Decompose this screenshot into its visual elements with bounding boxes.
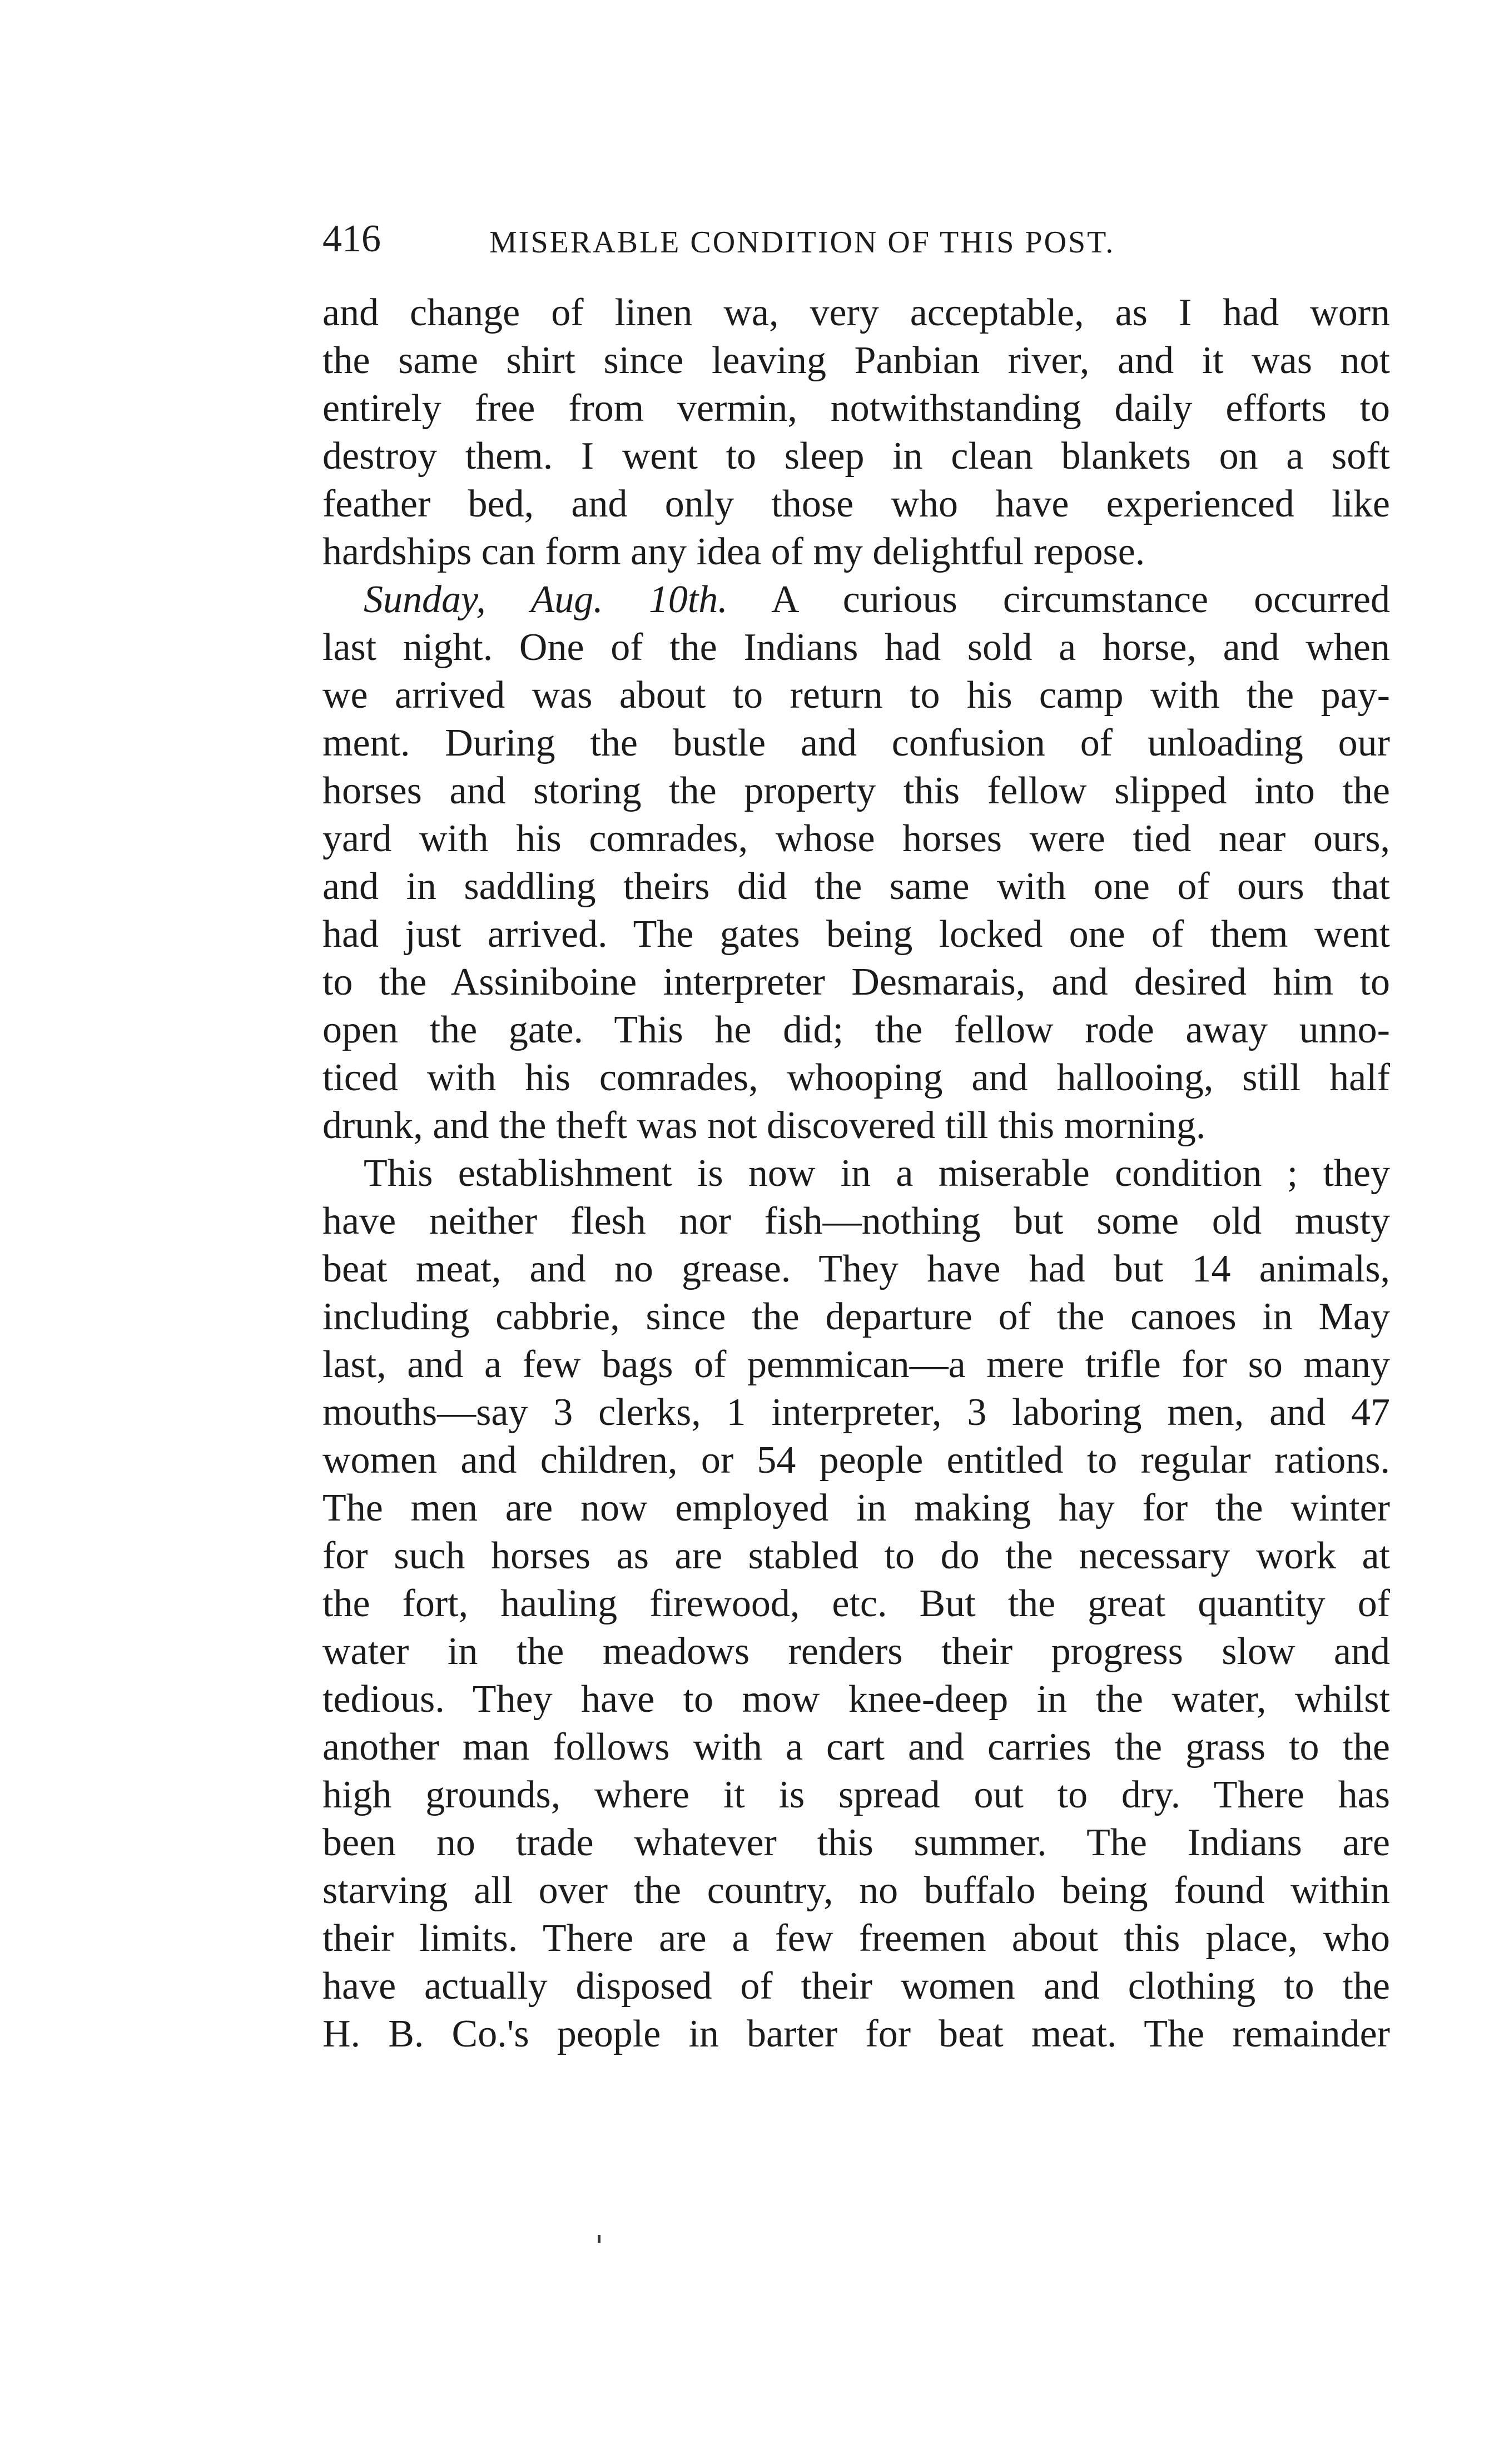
- text-line: H. B. Co.'s people in barter for beat meat. The remainder: [322, 2013, 1390, 2055]
- text-line: destroy them. I went to sleep in clean blankets on a soft: [322, 435, 1390, 478]
- text-line: another man follows with a cart and carries the grass to the: [322, 1726, 1390, 1768]
- text-line: been no trade whatever this summer. The Indians are: [322, 1821, 1390, 1864]
- text-line: feather bed, and only those who have experienced like: [322, 483, 1390, 525]
- text-line: water in the meadows renders their progress slow and: [322, 1630, 1390, 1673]
- text-line: high grounds, where it is spread out to dry. There has: [322, 1774, 1390, 1816]
- page-number: 416: [322, 217, 381, 260]
- text-line: the same shirt since leaving Panbian river, and it was not: [322, 339, 1390, 382]
- text-line: horses and storing the property this fellow slipped into the: [322, 769, 1390, 812]
- text-line: mouths—say 3 clerks, 1 interpreter, 3 laboring men, and 47: [322, 1391, 1390, 1434]
- date-heading: Sunday, Aug. 10th.: [364, 578, 728, 621]
- text-line: This establishment is now in a miserable condition ; they: [364, 1152, 1390, 1195]
- text-line: and change of linen wa, very acceptable, as I had worn: [322, 291, 1390, 334]
- text-line: the fort, hauling firewood, etc. But the great quantity of: [322, 1582, 1390, 1625]
- text-line: tedious. They have to mow knee-deep in the water, whilst: [322, 1678, 1390, 1721]
- text-line: drunk, and the theft was not discovered till this morning.: [322, 1104, 1206, 1147]
- text-line: The men are now employed in making hay for the winter: [322, 1487, 1390, 1529]
- text-line: hardships can form any idea of my delightful repose.: [322, 530, 1145, 573]
- text-line: ment. During the bustle and confusion of unloading our: [322, 722, 1390, 764]
- body-text: [322, 289, 1390, 2058]
- text-line: had just arrived. The gates being locked one of them went: [322, 913, 1390, 956]
- page-header: [322, 214, 1390, 264]
- running-head: MISERABLE CONDITION OF THIS POST.: [489, 225, 1115, 260]
- text-line: last, and a few bags of pemmican—a mere trifle for so many: [322, 1343, 1390, 1386]
- text-line: their limits. There are a few freemen about this place, who: [322, 1917, 1390, 1960]
- text-line: have actually disposed of their women and clothing to the: [322, 1965, 1390, 2008]
- text-line: we arrived was about to return to his camp with the pay-: [322, 674, 1390, 717]
- text-line: to the Assiniboine interpreter Desmarais, and desired him to: [322, 961, 1390, 1004]
- print-speck: [598, 2235, 600, 2243]
- text-line: have neither flesh nor fish—nothing but some old musty: [322, 1200, 1390, 1243]
- text-line-rest: A curious circumstance occurred: [771, 578, 1390, 621]
- text-line-dated: [322, 576, 1390, 624]
- text-line: open the gate. This he did; the fellow rode away unno-: [322, 1009, 1390, 1051]
- text-line: beat meat, and no grease. They have had but 14 animals,: [322, 1248, 1390, 1290]
- text-line: entirely free from vermin, notwithstanding daily efforts to: [322, 387, 1390, 430]
- text-line: last night. One of the Indians had sold a horse, and when: [322, 626, 1390, 669]
- text-line: starving all over the country, no buffalo being found within: [322, 1869, 1390, 1912]
- text-line: women and children, or 54 people entitled to regular rations.: [322, 1439, 1390, 1482]
- text-line: ticed with his comrades, whooping and hallooing, still half: [322, 1056, 1390, 1099]
- text-line: yard with his comrades, whose horses were tied near ours,: [322, 817, 1390, 860]
- text-line: for such horses as are stabled to do the necessary work at: [322, 1534, 1390, 1577]
- text-line: including cabbrie, since the departure of the canoes in May: [322, 1295, 1390, 1338]
- text-line: and in saddling theirs did the same with one of ours that: [322, 865, 1390, 908]
